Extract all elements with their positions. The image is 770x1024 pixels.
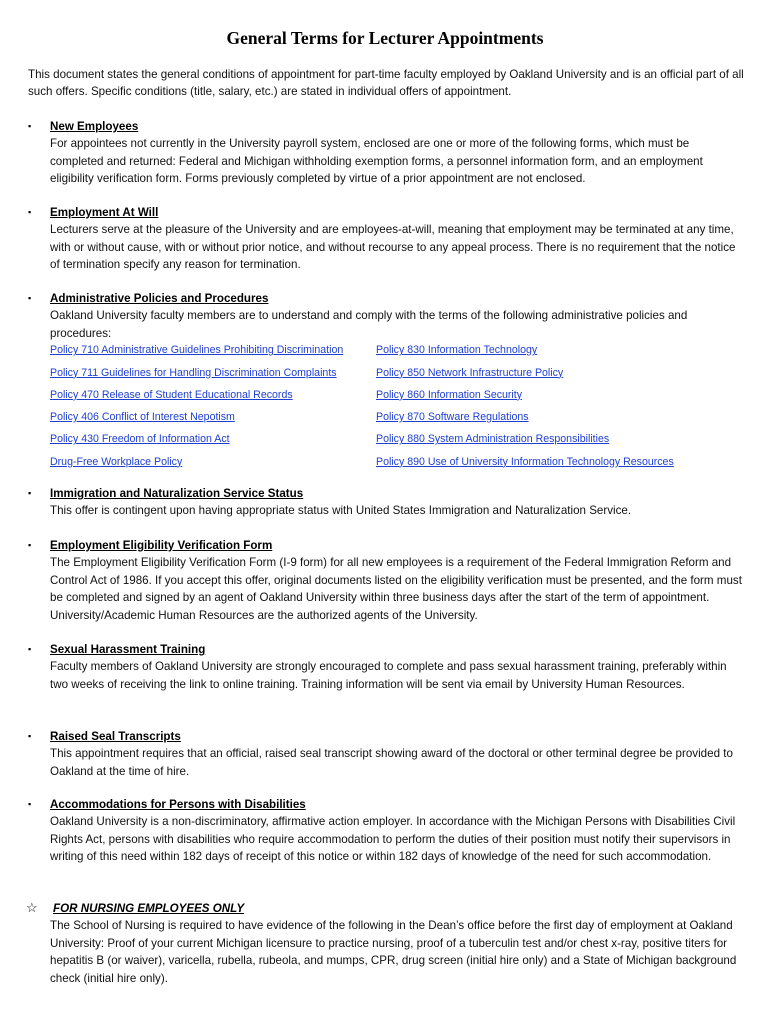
policy-link-430[interactable]: Policy 430 Freedom of Information Act xyxy=(50,433,230,446)
policy-link-880[interactable]: Policy 880 System Administration Responsibilities xyxy=(376,433,610,446)
document-title: General Terms for Lecturer Appointments xyxy=(226,28,544,48)
square-bullet-icon: ▪ xyxy=(28,644,32,654)
policy-link-470[interactable]: Policy 470 Release of Student Educational Records xyxy=(50,388,293,401)
section-heading: Raised Seal Transcripts xyxy=(50,730,181,743)
policy-link-406[interactable]: Policy 406 Conflict of Interest Nepotism xyxy=(50,411,235,424)
section-body: This offer is contingent upon having appropriate status with United States Immigration and Naturalization Service. xyxy=(50,504,632,518)
square-bullet-icon: ▪ xyxy=(28,799,32,809)
square-bullet-icon: ▪ xyxy=(28,488,32,498)
square-bullet-icon: ▪ xyxy=(28,293,32,303)
section-heading: FOR NURSING EMPLOYEES ONLY xyxy=(53,902,245,915)
section-body: Oakland University is a non-discriminatory, affirmative action employer. In accordance with the Michigan Persons with Disabilities Civil Rights Act, persons with disabilities who require accommodation to perform the duties of their position must notify their supervisors in writing of this need within 182 days of receipt of this notice or within 182 days of knowledge of the need for such accommodation. xyxy=(50,815,736,864)
section-body: This appointment requires that an official, raised seal transcript showing award of the doctoral or other terminal degree be provided to Oakland at the time of hire. xyxy=(50,747,733,778)
section-body: Oakland University faculty members are to understand and comply with the terms of the following administrative policies and procedures: xyxy=(50,309,688,340)
section-heading: New Employees xyxy=(50,120,139,133)
section-eligibility-verification xyxy=(28,537,744,624)
policy-link-890[interactable]: Policy 890 Use of University Information Technology Resources xyxy=(376,455,674,468)
square-bullet-icon: ▪ xyxy=(28,121,32,131)
section-nursing-employees xyxy=(28,900,744,987)
section-new-employees xyxy=(28,118,744,188)
policy-link-drug-free[interactable]: Drug-Free Workplace Policy xyxy=(50,455,183,468)
section-raised-seal-transcripts xyxy=(28,728,744,780)
policy-link-870[interactable]: Policy 870 Software Regulations xyxy=(376,411,529,424)
policy-link-850[interactable]: Policy 850 Network Infrastructure Policy xyxy=(376,366,564,379)
section-body: The School of Nursing is required to have evidence of the following in the Dean’s office before the first day of employment at Oakland University: Proof of your current Michigan licensure to practice nursing, proof of a tuberculin test and/or chest x-ray, positive titers for hepatitis B (or waiver), varicella, rubella, rubeola, and mumps, CPR, drug screen (initial hire only) and a State of Michigan background check (initial hire only). xyxy=(50,919,737,985)
section-heading: Sexual Harassment Training xyxy=(50,643,206,656)
section-heading: Employment Eligibility Verification Form xyxy=(50,539,273,552)
policy-link-860[interactable]: Policy 860 Information Security xyxy=(376,388,523,401)
square-bullet-icon: ▪ xyxy=(28,207,32,217)
section-heading: Accommodations for Persons with Disabilities xyxy=(50,798,306,811)
section-harassment-training xyxy=(28,641,744,693)
section-immigration xyxy=(28,485,744,520)
policy-link-711[interactable]: Policy 711 Guidelines for Handling Discrimination Complaints xyxy=(50,366,337,379)
square-bullet-icon: ▪ xyxy=(28,731,32,741)
section-heading: Administrative Policies and Procedures xyxy=(50,292,269,305)
policy-link-830[interactable]: Policy 830 Information Technology xyxy=(376,344,538,357)
section-admin-policies xyxy=(28,290,744,471)
section-body: Faculty members of Oakland University are strongly encouraged to complete and pass sexual harassment training, preferably within two weeks of receiving the link to online training. Training information will be sent via email by University Human Resources. xyxy=(50,660,727,691)
section-accommodations xyxy=(28,796,744,866)
section-heading: Immigration and Naturalization Service Status xyxy=(50,487,304,500)
section-body: For appointees not currently in the University payroll system, enclosed are one or more of the following forms, which must be completed and returned: Federal and Michigan withholding exemption forms, a personnel information form, and an employment eligibility verification form. Forms previously completed by virtue of a prior appointment are not enclosed. xyxy=(50,137,703,186)
section-body: The Employment Eligibility Verification Form (I-9 form) for all new employees is a requirement of the Federal Immigration Reform and Control Act of 1986. If you accept this offer, original documents listed on the eligibility verification must be presented, and the form must be completed and signed by an agent of Oakland University within three business days after the start of the term of appointment. University/Academic Human Resources are the authorized agents of the University. xyxy=(50,556,742,622)
section-employment-at-will xyxy=(28,204,744,274)
square-bullet-icon: ▪ xyxy=(28,540,32,550)
policy-link-710[interactable]: Policy 710 Administrative Guidelines Prohibiting Discrimination xyxy=(50,344,344,357)
policy-links-grid xyxy=(50,342,744,471)
section-heading: Employment At Will xyxy=(50,206,159,219)
section-body: Lecturers serve at the pleasure of the University and are employees-at-will, meaning that employment may be terminated at any time, with or without cause, with or without prior notice, and without recourse to any appeal process. There is no requirement that the notice of termination specify any reason for termination. xyxy=(50,223,736,272)
intro-paragraph: This document states the general conditions of appointment for part-time faculty employed by Oakland University and is an official part of all such offers. Specific conditions (title, salary, etc.) are stated in individual offers of appointment. xyxy=(28,68,744,99)
star-outline-icon: ☆ xyxy=(26,900,38,915)
